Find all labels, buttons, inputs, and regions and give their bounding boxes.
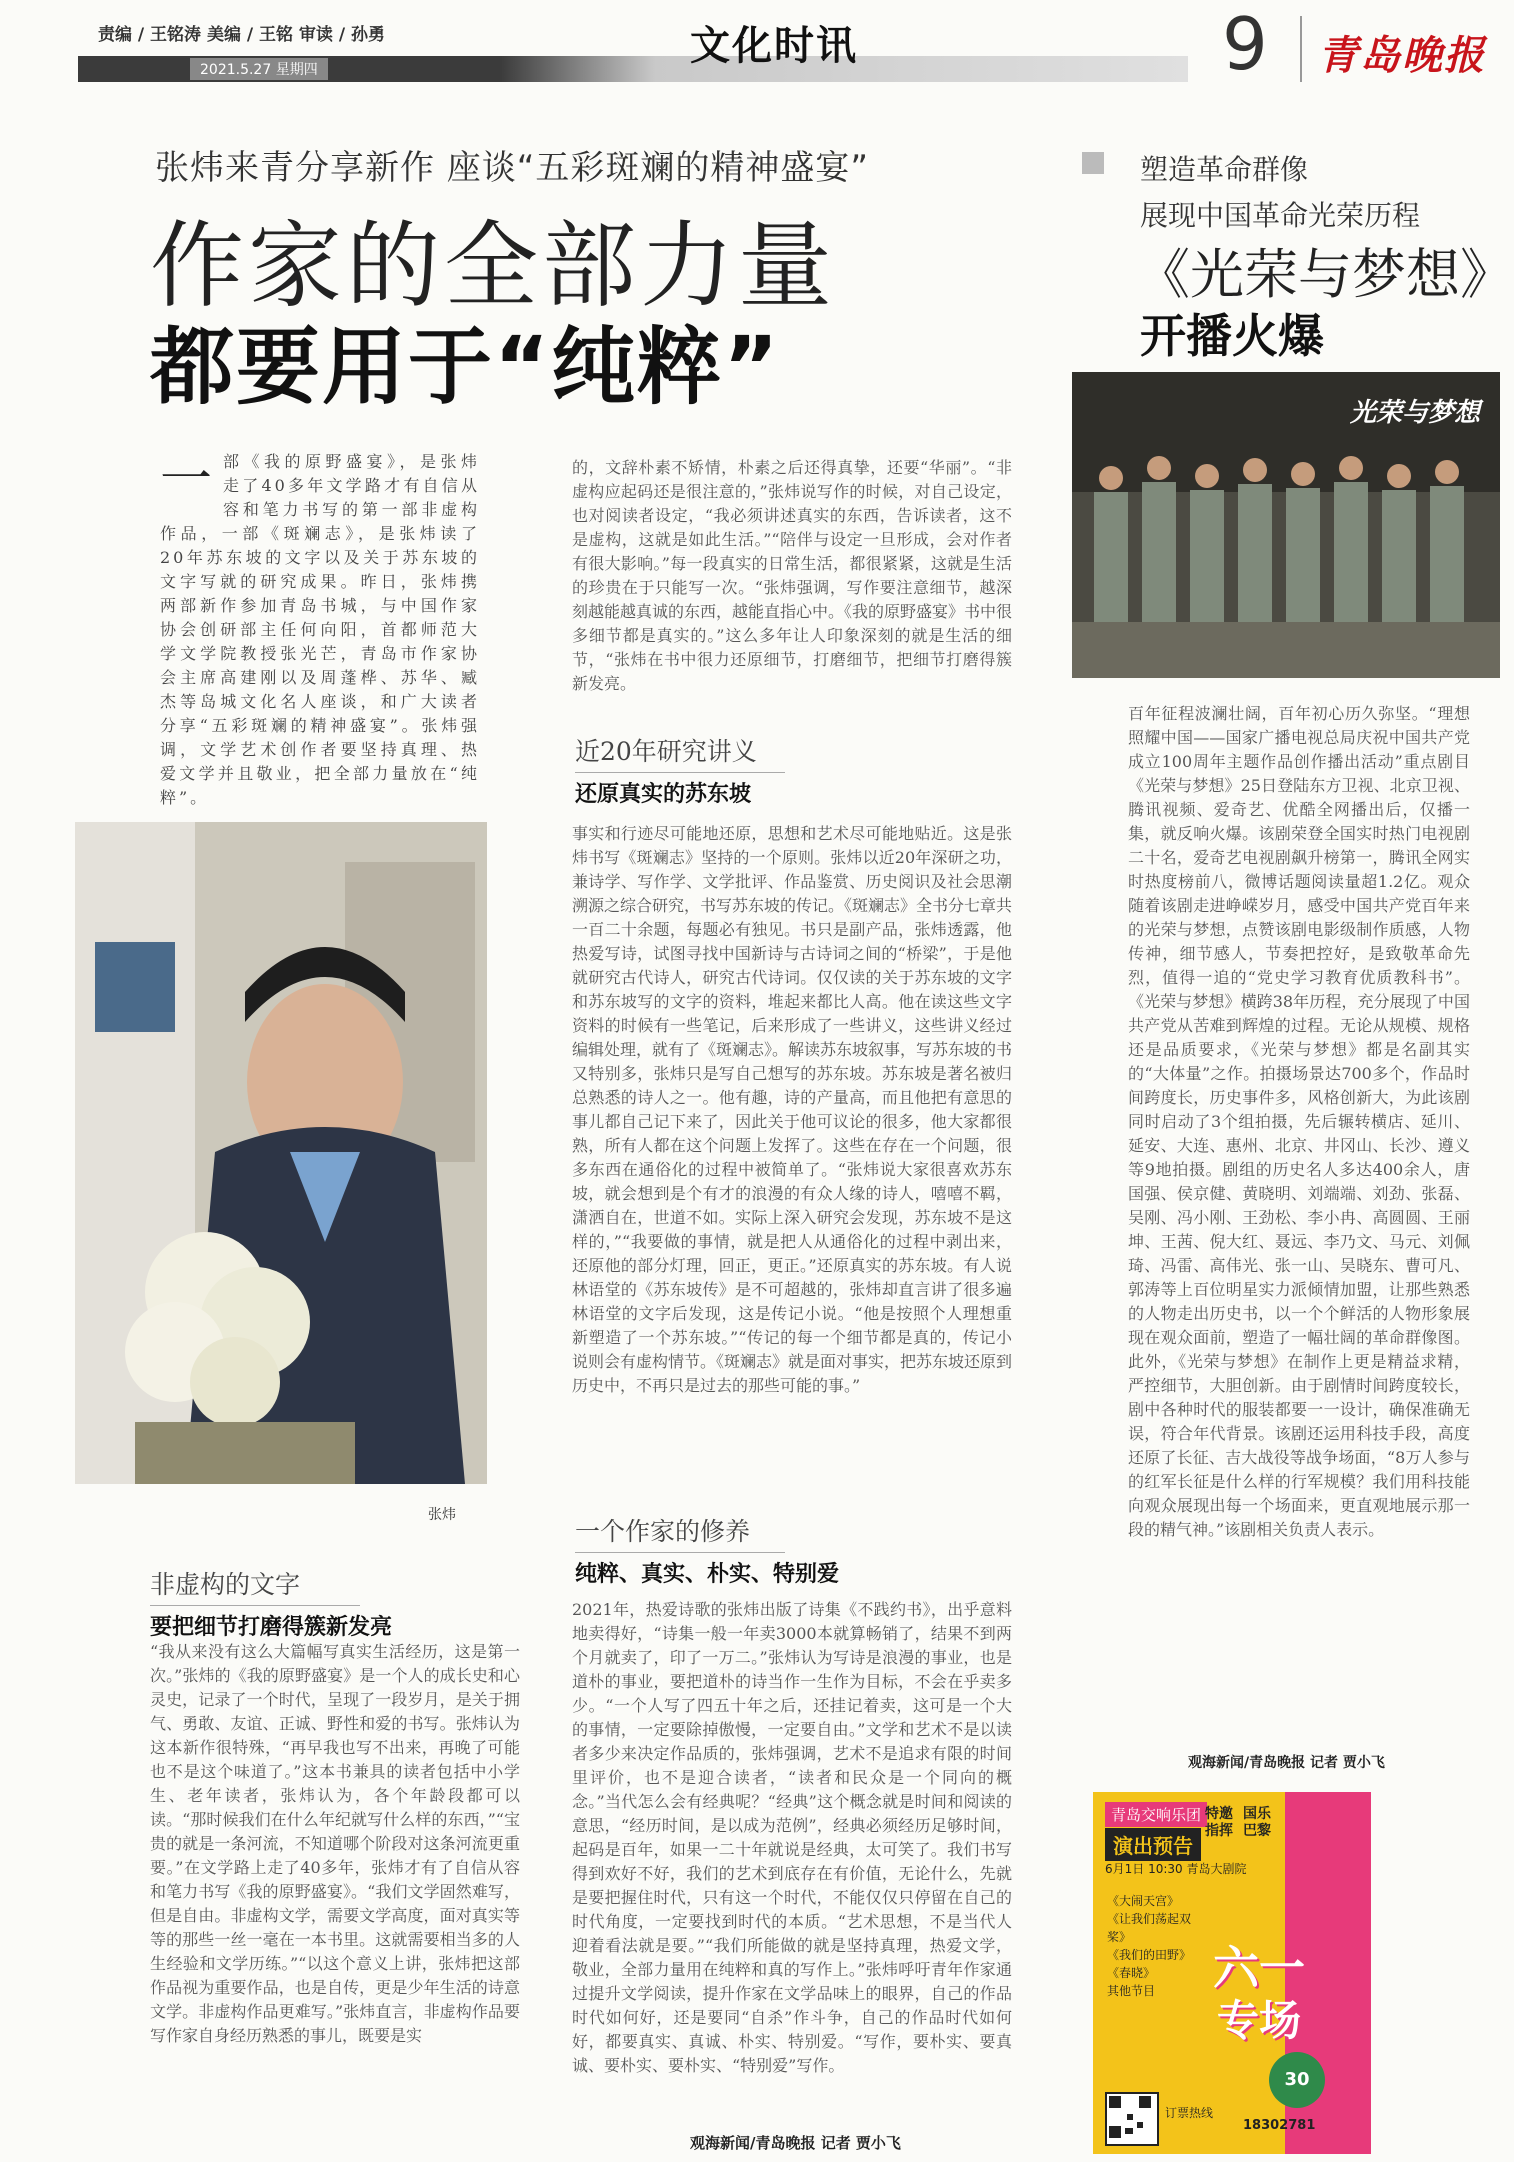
right-title-1: 《光荣与梦想》 (1136, 243, 1514, 306)
right-byline: 观海新闻/青岛晚报 记者 贾小飞 (1188, 1755, 1385, 1771)
drama-title-watermark: 光荣与梦想 (1350, 398, 1481, 428)
subhead-kicker: 近20年研究讲义 (575, 732, 785, 773)
ad-big-text-2: 专场 (1217, 1996, 1302, 2045)
ad-title: 演出预告 (1105, 1828, 1201, 1861)
photo-caption: 张炜 (428, 1507, 456, 1523)
section-title: 文化时讯 (690, 23, 858, 69)
author-photo (75, 822, 487, 1484)
ad-badge: 30 (1269, 2052, 1325, 2108)
article-marker-icon (1082, 152, 1104, 174)
ad-big-text-1: 六一 (1213, 1941, 1305, 1995)
qr-pattern (1107, 2094, 1153, 2140)
article-byline: 观海新闻/青岛晚报 记者 贾小飞 (690, 2134, 901, 2152)
program-item: 《让我们荡起双桨》 (1107, 1912, 1192, 1944)
article-column-b: 的，文辞朴素不矫情，朴素之后还得真挚，还要“华丽”。“非虚构应起码还是很注意的，”张炜说写作的时候，对自己设定，也对阅读者设定，“我必须讲述真实的东西，告诉读者，这不是虚构，这就是如此生活。”“陪伴与设定一旦形成，会对作者有很大影响。”每一段真实的日常生活，都很紧紧，这就是生活的珍贵在于只能写一次。“张炜强调，写作要注意细节，越深刻越能越真诚的东西，越能直指心中。《我的原野盛宴》书中很多细节都是真实的。”这么多年让人印象深刻的就是生活的细节，“张炜在书中很力还原细节，打磨细节，把细节打磨得簇新发亮。 (572, 458, 1013, 693)
program-item: 《我们的田野》 (1107, 1948, 1192, 1962)
article-lede (160, 450, 480, 807)
subhead-nonfiction (150, 1565, 392, 1641)
ad-program-list (1107, 1892, 1207, 2000)
program-item: 《大闹天宫》 (1107, 1894, 1180, 1908)
article-column-b2: 事实和行迹尽可能地还原，思想和艺术尽可能地贴近。这是张炜书写《斑斓志》坚持的一个原则。张炜以近20年深研之功，兼诗学、写作学、文学批评、作品鉴赏、历史阅识及社会思潮溯源之综合研究，书写苏东坡的传记。《斑斓志》全书分七章共一百二十余题，每题必有独见。书只是副产品，张炜透露，他热爱写诗，试图寻找中国新诗与古诗词之间的“桥梁”，于是他就研究古代诗人，研究古代诗词。仅仅读的关于苏东坡的文字和苏东坡写的文字的资料，堆起来都比人高。他在读这些文字资料的时候有一些笔记，后来形成了一些讲义，这些讲义经过编辑处理，就有了《斑斓志》。解读苏东坡叙事，写苏东坡的书又特别多，张炜只是写自己想写的苏东坡。苏东坡是著名被归总熟悉的诗人之一。他有趣，诗的产量高，而且他把有意思的事儿都自己记下来了，因此关于他可议论的很多，他大家都很熟，所有人都在这个问题上发挥了。这些在存在一个问题，很多东西在通俗化的过程中被简单了。“张炜说大家很喜欢苏东坡，就会想到是个有才的浪漫的有众人缘的诗人，嘻嘻不羁，潇洒自在，世道不如。实际上深入研究会发现，苏东坡不是这样的，”“我要做的事情，就是把人从通俗化的过程中剥出来，还原他的部分灯理，回正，更正。”还原真实的苏东坡。有人说林语堂的《苏东坡传》是不可超越的，张炜却直言讲了很多遍林语堂的文字后发现，这是传记小说。“他是按照个人理想重新塑造了一个苏东坡。”“传记的每一个细节都是真的，传记小说则会有虚构情节。《斑斓志》就是面对事实，把苏东坡还原到历史中，不再只是过去的那些可能的事。” (572, 824, 1013, 1395)
hotline-label: 订票热线 (1165, 2106, 1214, 2120)
right-kicker-1: 塑造革命群像 (1140, 153, 1309, 186)
concert-advertisement[interactable] (1093, 1792, 1371, 2154)
article-column-a: “我从来没有这么大篇幅写真实生活经历，这是第一次。”张炜的《我的原野盛宴》是一个人的成长史和心灵史，记录了一个时代，呈现了一段岁月，是关于拥气、勇敢、友谊、正诚、野性和爱的书写。张炜认为这本新作很特殊，“再早我也写不出来，再晚了可能也不是这个味道了。”这本书兼具的读者包括中小学生、老年读者，张炜认为，各个年龄段都可以读。“那时候我们在什么年纪就写什么样的东西，”“宝贵的就是一条河流，不知道哪个阶段对这条河流更重要。”在文学路上走了40多年，张炜才有了自信从容和笔力书写《我的原野盛宴》。“我们文学固然难写，但是自由。非虚构文学，需要文学高度，面对真实等等的那些一丝一毫在一本书里。这就需要相当多的人生经验和文学历练。”“以这个意义上讲，张炜把这部作品视为重要作品，也是自传，更是少年生活的诗意文学。非虚构作品更难写。”张炜直言，非虚构作品要写作家自身经历熟悉的事儿，既要是实 (150, 1642, 520, 2045)
ad-info: 6月1日 10:30 青岛大剧院 (1105, 1862, 1247, 1876)
newspaper-logo: 青岛晚报 (1318, 32, 1486, 79)
ad-side-text-1: 特邀指挥 (1205, 1806, 1233, 1839)
article-kicker: 张炜来青分享新作 座谈“五彩斑斓的精神盛宴” (155, 148, 870, 188)
program-item: 其他节目 (1107, 1984, 1156, 1998)
article-title-line1: 作家的全部力量 (150, 212, 837, 321)
author-photo-illustration (75, 822, 487, 1484)
right-kicker-2: 展现中国革命光荣历程 (1140, 199, 1421, 232)
tv-drama-still (1072, 372, 1500, 678)
header-divider (1300, 16, 1302, 82)
subhead-title: 纯粹、真实、朴实、特别爱 (575, 1562, 840, 1587)
qr-code-icon[interactable] (1105, 2092, 1159, 2146)
subhead-title: 还原真实的苏东坡 (575, 782, 752, 807)
issue-date: 2021.5.27 星期四 (190, 58, 328, 80)
article-column-b3: 2021年，热爱诗歌的张炜出版了诗集《不践约书》，出乎意料地卖得好，“诗集一般一年卖3000本就算畅销了，结果不到两个月就卖了，印了一万二。”张炜认为写诗是浪漫的事业，也是道朴的事业，要把道朴的诗当作一生作为目标，不会在乎卖多少。“一个人写了四五十年之后，还挂记着卖，这可是一个大的事情，一定要除掉傲慢，一定要自由。”文学和艺术不是以读者多少来决定作品质的，张炜强调，艺术不是追求有限的时间里评价，也不是迎合读者，“读者和民众是一个同向的概念。”当代怎么会有经典呢？“经典”这个概念就是时间和阅读的意思，“经历时间，是以成为范例”，经典必须经历足够时间，起码是百年，如果一二十年就说是经典，太可笑了。我们书写得到欢好不好，我们的艺术到底存在有价值，无论什么，先就是要把握住时代，只有这一个时代，不能仅仅只停留在自己的时代角度，一定要找到时代的本质。“艺术思想，不是当代人迎着看法就是要。”“我们所能做的就是坚持真理，热爱文学，敬业，全部力量用在纯粹和真的写作上。”张炜呼吁青年作家通过提升文学阅读，提升作家在文学品味上的眼界，自己的作品时代如何好，还是要同“自杀”作斗争，自己的作品时代如何好，都要真实、真诚、朴实、特别爱。“写作，要朴实、要真诚、要朴实、要朴实、“特别爱”写作。 (572, 1600, 1012, 2075)
right-article-body: 百年征程波澜壮阔，百年初心历久弥坚。“理想照耀中国——国家广播电视总局庆祝中国共产党成立100周年主题作品创作播出活动”重点剧目《光荣与梦想》25日登陆东方卫视、北京卫视、腾讯视频、爱奇艺、优酷全网播出后，仅播一集，就反响火爆。该剧荣登全国实时热门电视剧二十名，爱奇艺电视剧飙升榜第一，腾讯全网实时热度榜前八，微博话题阅读量超1.2亿。观众随着该剧走进峥嵘岁月，感受中国共产党百年来的光荣与梦想，点赞该剧电影级制作质感，人物传神，细节感人，节奏把控好，是致敬革命先烈，值得一追的“党史学习教育优质教科书”。《光荣与梦想》横跨38年历程，充分展现了中国共产党从苦难到辉煌的过程。无论从规模、规格还是品质要求，《光荣与梦想》都是名副其实的“大体量”之作。拍摄场景达700多个，作品时间跨度长，历史事件多，风格创新大，为此该剧同时启动了3个组拍摄，先后辗转横店、延川、延安、大连、惠州、北京、井冈山、长沙、遵义等9地拍摄。剧组的历史名人多达400余人，唐国强、侯京健、黄晓明、刘端端、刘劲、张磊、吴刚、冯小刚、王劲松、李小冉、高圆圆、王丽坤、王茜、倪大红、聂远、李乃文、马元、刘佩琦、冯雷、高伟光、张一山、吴晓东、曹可凡、郭涛等上百位明星实力派倾情加盟，让那些熟悉的人物走出历史书，以一个个鲜活的人物形象展现在观众面前，塑造了一幅壮阔的革命群像图。此外，《光荣与梦想》在制作上更是精益求精，严控细节，大胆创新。由于剧情时间跨度较长，剧中各种时代的服装都要一一设计，确保准确无误，符合年代背景。该剧还运用科技手段，高度还原了长征、吉大战役等战争场面，“8万人参与的红军长征是什么样的行军规模？我们用科技能向观众展现出每一个场面来，更直观地展示那一段的精气神。”该剧相关负责人表示。 (1128, 704, 1470, 1539)
drop-cap: 一 (160, 450, 216, 510)
article-title-line2: 都要用于“纯粹” (150, 318, 781, 416)
editor-credits: 责编 / 王铭涛 美编 / 王铭 审读 / 孙勇 (98, 25, 385, 45)
subhead-writer (575, 1512, 839, 1588)
lede-text: 部《我的原野盛宴》，是张炜走了40多年文学路才有自信从容和笔力书写的第一部非虚构作品，一部《斑斓志》，是张炜读了20年苏东坡的文字以及关于苏东坡的文字写就的研究成果。昨日，张炜携两部新作参加青岛书城，与中国作家协会创研部主任何向阳，首都师范大学文学院教授张光芒，青岛市作家协会主席高建刚以及周蓬桦、苏华、臧杰等岛城文化名人座谈，和广大读者分享“五彩斑斓的精神盛宴”。张炜强调，文学艺术创作者要坚持真理、热爱文学并且敬业，把全部力量放在“纯粹”。 (160, 452, 480, 807)
ad-org-label: 青岛交响乐团 (1105, 1802, 1207, 1827)
subhead-title: 要把细节打磨得簇新发亮 (150, 1615, 393, 1640)
right-title-2: 开播火爆 (1140, 309, 1324, 363)
ad-side-text-2: 国乐巴黎 (1243, 1806, 1271, 1839)
subhead-kicker: 非虚构的文字 (150, 1565, 360, 1606)
program-item: 《春晓》 (1107, 1966, 1156, 1980)
subhead-kicker: 一个作家的修养 (575, 1512, 785, 1553)
hotline-number[interactable]: 18302781 (1243, 2118, 1316, 2133)
page-number: 9 (1222, 2, 1268, 86)
subhead-research (575, 732, 785, 808)
